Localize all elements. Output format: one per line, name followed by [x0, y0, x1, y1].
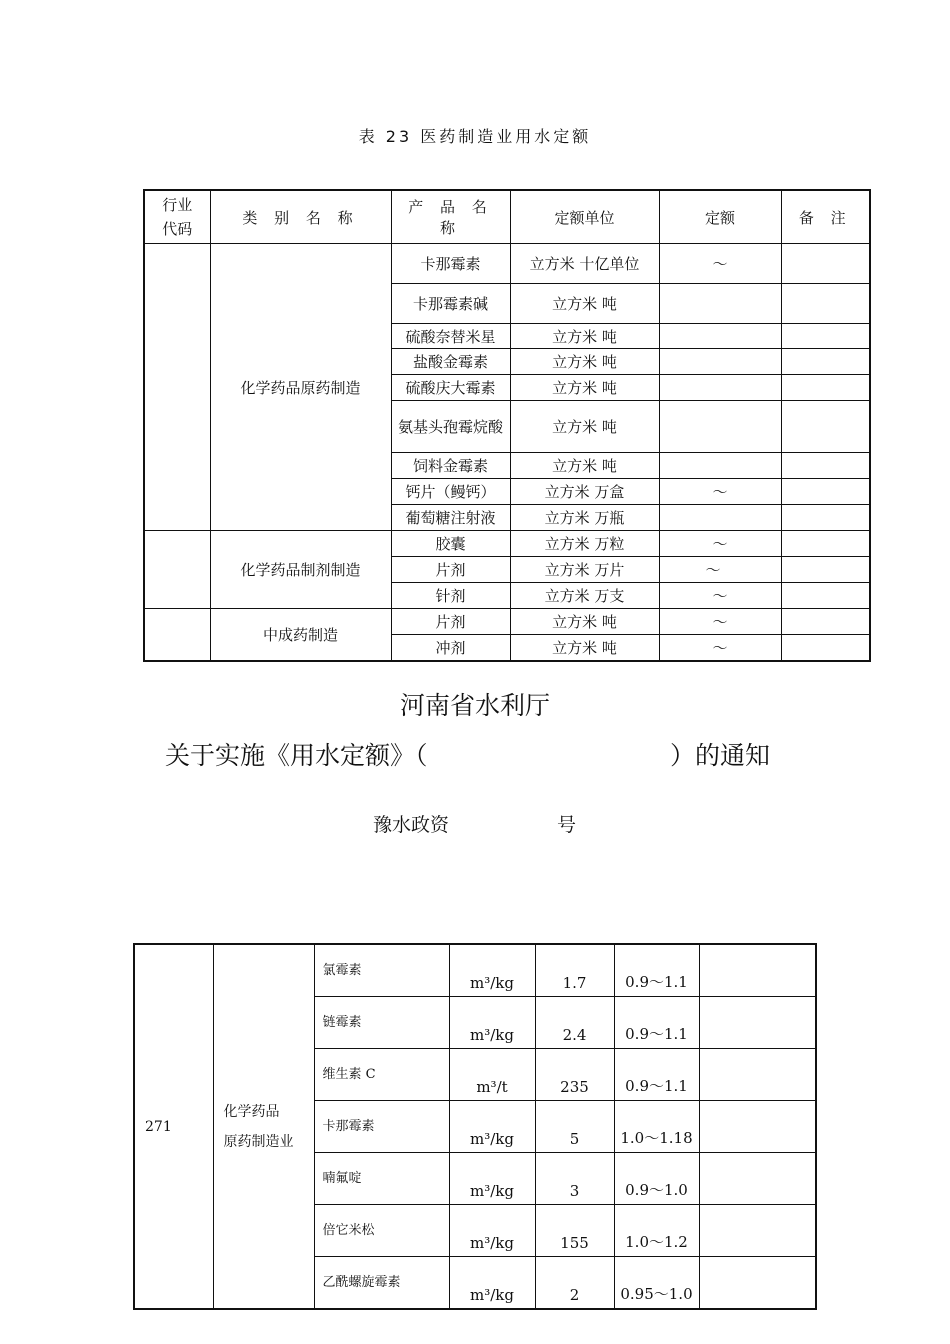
remark-cell [699, 1153, 816, 1205]
unit-cell: m³/kg [449, 1205, 535, 1257]
product-cell: 片剂 [391, 557, 510, 583]
category-cell: 化学药品制剂制造 [210, 531, 391, 609]
product-cell: 卡那霉素 [314, 1101, 449, 1153]
quota-cell: ～ [659, 609, 781, 635]
unit-cell: 立方米 吨 [510, 284, 659, 324]
unit-cell: 立方米 吨 [510, 375, 659, 401]
header-remark: 备 注 [781, 190, 870, 244]
quota-cell: ～ [659, 583, 781, 609]
industry-code-cell [144, 531, 210, 609]
remark-cell [781, 349, 870, 375]
product-cell: 钙片（鳗钙） [391, 479, 510, 505]
industry-code-cell [144, 244, 210, 531]
coefficient-cell: 1.0～1.18 [614, 1101, 699, 1153]
header-industry-code: 行业代码 [144, 190, 210, 244]
remark-cell [781, 583, 870, 609]
header-product: 产 品 名 称 [391, 190, 510, 244]
remark-cell [781, 635, 870, 661]
unit-cell: 立方米 吨 [510, 401, 659, 453]
product-cell: 链霉素 [314, 997, 449, 1049]
unit-cell: m³/kg [449, 997, 535, 1049]
unit-cell: m³/kg [449, 1257, 535, 1310]
unit-cell: 立方米 万片 [510, 557, 659, 583]
unit-cell: 立方米 十亿单位 [510, 244, 659, 284]
coefficient-cell: 1.0～1.2 [614, 1205, 699, 1257]
quota-cell: ～ [659, 244, 781, 284]
remark-cell [781, 531, 870, 557]
coefficient-cell: 0.9～1.1 [614, 944, 699, 997]
remark-cell [781, 479, 870, 505]
remark-cell [699, 944, 816, 997]
coefficient-cell: 0.9～1.0 [614, 1153, 699, 1205]
unit-cell: 立方米 万粒 [510, 531, 659, 557]
unit-cell: m³/kg [449, 1101, 535, 1153]
product-cell: 盐酸金霉素 [391, 349, 510, 375]
header-unit: 定额单位 [510, 190, 659, 244]
quota-cell: ～ [659, 557, 781, 583]
notice-issuer: 河南省水利厅 [399, 691, 550, 720]
notice-title-left: 关于实施《用水定额》（ [165, 741, 428, 770]
product-cell: 饲料金霉素 [391, 453, 510, 479]
product-cell: 葡萄糖注射液 [391, 505, 510, 531]
product-cell: 卡那霉素 [391, 244, 510, 284]
value-cell: 2.4 [535, 997, 614, 1049]
remark-cell [781, 324, 870, 349]
unit-cell: m³/kg [449, 944, 535, 997]
remark-cell [781, 284, 870, 324]
value-cell: 155 [535, 1205, 614, 1257]
quota-cell: ～ [659, 479, 781, 505]
industry-code-cell: 271 [134, 944, 213, 1309]
value-cell: 235 [535, 1049, 614, 1101]
quota-cell [659, 375, 781, 401]
product-cell: 维生素 C [314, 1049, 449, 1101]
quota-cell: ～ [659, 635, 781, 661]
water-quota-table [143, 189, 871, 662]
remark-cell [699, 1257, 816, 1310]
remark-cell [699, 997, 816, 1049]
category-line-2: 原药制造业 [223, 1133, 294, 1150]
quota-cell [659, 453, 781, 479]
quota-detail-table [133, 943, 817, 1310]
product-cell: 针剂 [391, 583, 510, 609]
unit-cell: m³/kg [449, 1153, 535, 1205]
value-cell: 5 [535, 1101, 614, 1153]
table-header-row [144, 190, 870, 244]
product-cell: 氯霉素 [314, 944, 449, 997]
value-cell: 3 [535, 1153, 614, 1205]
value-cell: 1.7 [535, 944, 614, 997]
quota-cell [659, 505, 781, 531]
coefficient-cell: 0.9～1.1 [614, 997, 699, 1049]
product-cell: 喃氟啶 [314, 1153, 449, 1205]
table-row [144, 531, 870, 557]
unit-cell: m³/t [449, 1049, 535, 1101]
quota-cell: ～ [659, 531, 781, 557]
remark-cell [781, 453, 870, 479]
product-cell: 胶囊 [391, 531, 510, 557]
remark-cell [781, 505, 870, 531]
quota-cell [659, 284, 781, 324]
remark-cell [699, 1205, 816, 1257]
remark-cell [781, 401, 870, 453]
table-caption: 表 23 医药制造业用水定额 [358, 127, 592, 146]
table-row [144, 244, 870, 284]
quota-cell [659, 349, 781, 375]
product-cell: 冲剂 [391, 635, 510, 661]
category-cell [213, 944, 314, 1309]
category-line-1: 化学药品 [223, 1103, 280, 1120]
unit-cell: 立方米 吨 [510, 324, 659, 349]
product-cell: 硫酸庆大霉素 [391, 375, 510, 401]
value-cell: 2 [535, 1257, 614, 1310]
industry-code-cell [144, 609, 210, 661]
quota-cell [659, 324, 781, 349]
remark-cell [781, 557, 870, 583]
unit-cell: 立方米 万盒 [510, 479, 659, 505]
document-number-prefix: 豫水政资 [373, 814, 450, 836]
coefficient-cell: 0.9～1.1 [614, 1049, 699, 1101]
unit-cell: 立方米 吨 [510, 609, 659, 635]
product-cell: 乙酰螺旋霉素 [314, 1257, 449, 1310]
remark-cell [699, 1101, 816, 1153]
table-row [144, 609, 870, 635]
coefficient-cell: 0.95～1.0 [614, 1257, 699, 1310]
remark-cell [699, 1049, 816, 1101]
header-quota: 定额 [659, 190, 781, 244]
quota-cell [659, 401, 781, 453]
product-cell: 倍它米松 [314, 1205, 449, 1257]
unit-cell: 立方米 吨 [510, 349, 659, 375]
table-row [134, 944, 816, 997]
category-cell: 化学药品原药制造 [210, 244, 391, 531]
product-cell: 片剂 [391, 609, 510, 635]
document-number-suffix: 号 [557, 814, 577, 836]
remark-cell [781, 375, 870, 401]
unit-cell: 立方米 吨 [510, 635, 659, 661]
category-cell: 中成药制造 [210, 609, 391, 661]
unit-cell: 立方米 万支 [510, 583, 659, 609]
unit-cell: 立方米 吨 [510, 453, 659, 479]
unit-cell: 立方米 万瓶 [510, 505, 659, 531]
remark-cell [781, 244, 870, 284]
product-cell: 氨基头孢霉烷酸 [391, 401, 510, 453]
notice-title-right: ）的通知 [670, 741, 771, 770]
remark-cell [781, 609, 870, 635]
header-category: 类 别 名 称 [210, 190, 391, 244]
product-cell: 卡那霉素碱 [391, 284, 510, 324]
product-cell: 硫酸奈替米星 [391, 324, 510, 349]
